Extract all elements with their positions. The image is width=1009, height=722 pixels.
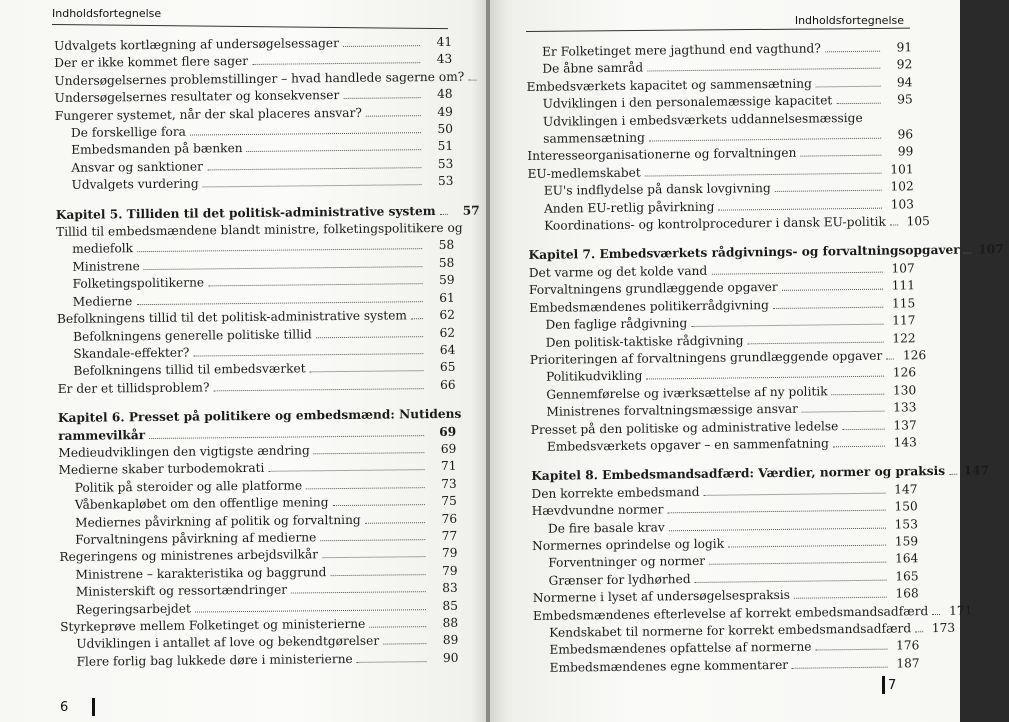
toc-entry-title: Udvalgets kortlægning af undersøgelsessager <box>54 36 339 53</box>
toc-leader-dots <box>886 358 894 359</box>
page-number-bar <box>92 698 95 716</box>
toc-entry-title: Normernes oprindelse og logik <box>532 536 725 553</box>
toc-entry-title: Fungerer systemet, når der skal placeres ansvar? <box>54 105 362 123</box>
toc-page-number: 91 <box>896 40 913 55</box>
toc-entry-title: EU's indflydelse på dansk lovgivning <box>543 181 771 199</box>
toc-leader-dots <box>195 609 426 612</box>
toc-page-number: 126 <box>902 348 927 363</box>
toc-page-number: 101 <box>890 162 914 177</box>
toc-leader-dots <box>800 155 881 157</box>
toc-entry-title: Embedsværkets kapacitet og sammensætning <box>526 76 812 94</box>
toc-entry-title: Udviklingen i den personalemæssige kapacitet <box>542 93 833 112</box>
toc-leader-dots <box>964 253 972 254</box>
toc-leader-dots <box>695 579 887 582</box>
toc-leader-dots <box>366 115 421 117</box>
toc-entry-title: Tillid til embedsmændene blandt ministre, folketingspolitikere og <box>55 220 463 240</box>
toc-leader-dots <box>137 249 422 253</box>
toc-leader-dots <box>306 487 425 489</box>
toc-page-number: 62 <box>439 307 455 323</box>
toc-entry-title: Medierne <box>72 293 133 309</box>
toc-page-number: 168 <box>895 586 919 601</box>
toc-page-number: 147 <box>894 482 918 497</box>
header-rule <box>52 24 448 29</box>
toc-entry-title: Presset på den politiske og administrative ledelse <box>530 418 839 437</box>
toc-list <box>526 39 1004 677</box>
toc-page-number: 64 <box>439 342 456 357</box>
toc-page-number: 90 <box>442 650 459 665</box>
toc-leader-dots <box>268 469 424 472</box>
toc-leader-dots <box>322 557 425 559</box>
toc-leader-dots <box>816 85 881 87</box>
toc-leader-dots <box>949 474 957 475</box>
toc-page-number: 76 <box>441 511 458 526</box>
toc-page-number: 66 <box>440 377 456 392</box>
toc-leader-dots <box>728 545 886 548</box>
toc-entry-title: Den politisk-taktiske rådgivning <box>545 332 744 350</box>
toc-page-number: 50 <box>437 121 454 137</box>
toc-leader-dots <box>314 452 425 454</box>
toc-page-number: 69 <box>440 441 457 456</box>
page-number-bar <box>882 676 885 694</box>
toc-page-number: 159 <box>894 534 919 549</box>
toc-entry-title: Kapitel 6. Presset på politikere og embedsmænd: Nutidens <box>57 406 462 426</box>
toc-entry-title: Grænser for lydhørhed <box>548 571 691 588</box>
toc-leader-dots <box>468 79 476 80</box>
toc-page-number: 77 <box>441 528 458 543</box>
toc-entry-title: Den korrekte embedsmand <box>531 484 700 501</box>
toc-page-number: 75 <box>441 493 457 509</box>
toc-leader-dots <box>144 266 423 270</box>
toc-page-number: 122 <box>892 330 916 346</box>
toc-page-number: 43 <box>436 52 453 67</box>
toc-entry-title: Ansvar og sanktioner <box>71 159 203 175</box>
toc-leader-dots <box>330 574 425 576</box>
toc-page-number: 53 <box>437 174 454 189</box>
toc-page-number: 117 <box>892 313 916 328</box>
toc-page-number: 102 <box>890 179 914 194</box>
toc-leader-dots <box>343 45 420 47</box>
toc-page-number: 62 <box>439 325 456 340</box>
toc-page-number: 187 <box>896 656 920 671</box>
toc-entry-title: Det varme og det kolde vand <box>528 263 708 280</box>
toc-entry-title: Våbenkapløbet om den offentlige mening <box>74 495 329 512</box>
toc-leader-dots <box>149 435 424 439</box>
toc-page-number: 150 <box>894 499 918 514</box>
toc-leader-dots <box>411 318 423 319</box>
toc-page-number: 73 <box>441 476 457 491</box>
toc-leader-dots <box>365 522 425 524</box>
toc-page-number: 41 <box>436 34 453 49</box>
running-head: Indholdsfortegnelse <box>52 7 162 20</box>
toc-leader-dots <box>646 376 884 380</box>
toc-page-number: 107 <box>891 261 915 276</box>
toc-leader-dots <box>748 341 884 344</box>
toc-page-number: 61 <box>439 290 455 305</box>
toc-leader-dots <box>794 597 887 599</box>
toc-entry-title: Normerne i lyset af undersøgelsespraksis <box>532 588 791 606</box>
toc-entry-title: Udviklingen i antallet af love og bekendtgørelser <box>76 634 380 652</box>
toc-leader-dots <box>310 370 424 372</box>
toc-entry <box>534 655 920 677</box>
toc-page-number: 58 <box>438 255 455 270</box>
running-head: Indholdsfortegnelse <box>794 14 904 27</box>
toc-entry-title: Mediernes påvirkning af politik og forvaltning <box>75 512 361 530</box>
toc-entry-title: Politikudvikling <box>545 368 643 385</box>
toc-page-number: 171 <box>948 603 973 618</box>
toc-entry-title: Udviklingen i embedsværkets uddannelsesmæssige <box>542 110 863 129</box>
toc-page-number: 79 <box>441 546 458 561</box>
toc-page-number: 133 <box>893 400 917 415</box>
toc-leader-dots <box>669 527 886 531</box>
toc-leader-dots <box>711 272 882 275</box>
toc-leader-dots <box>369 626 426 628</box>
toc-entry-title: Er der et tillidsproblem? <box>57 380 210 396</box>
toc-page-number: 53 <box>437 156 454 171</box>
toc-leader-dots <box>193 353 423 356</box>
toc-leader-dots <box>792 666 888 668</box>
toc-leader-dots <box>357 661 427 663</box>
toc-page-number: 165 <box>895 569 919 584</box>
toc-page-number: 89 <box>442 633 459 648</box>
toc-leader-dots <box>718 207 882 210</box>
toc-entry <box>528 213 930 235</box>
toc-entry-title: Kendskabet til normerne for korrekt embedsmandsadfærd <box>549 621 912 640</box>
toc-leader-dots <box>836 103 880 105</box>
toc-page-number: 143 <box>893 435 917 450</box>
toc-page-number: 94 <box>896 75 913 90</box>
toc-entry-title: mediefolk <box>72 241 134 257</box>
right-page <box>490 0 1004 722</box>
toc-leader-dots <box>136 301 422 305</box>
toc-entry-title: Befolkningens generelle politiske tillid <box>73 326 312 344</box>
toc-page-number: 59 <box>438 273 455 288</box>
toc-list <box>54 34 480 671</box>
toc-entry <box>531 434 917 456</box>
toc-entry-title: Medieudviklingen den vigtigste ændring <box>58 443 310 460</box>
toc-entry-title: Forventninger og normer <box>548 554 706 571</box>
toc-page-number: 58 <box>438 238 455 253</box>
toc-entry-title: Skandale-effekter? <box>73 345 190 361</box>
toc-leader-dots <box>343 97 420 99</box>
toc-entry-title: Ministrene – karakteristika og baggrund <box>75 564 327 582</box>
toc-page-number: 164 <box>894 551 919 566</box>
toc-page-number: 83 <box>442 580 458 596</box>
toc-leader-dots <box>645 173 882 177</box>
toc-entry-title: Regeringsarbejdet <box>75 601 191 617</box>
toc-entry-title: De fire basale krav <box>547 519 665 536</box>
toc-page-number: 51 <box>437 139 454 154</box>
toc-page-number: 130 <box>892 382 917 398</box>
toc-page-number: 88 <box>442 615 459 630</box>
toc-page-number: 137 <box>893 417 917 433</box>
toc-entry-title: Ministrene <box>72 258 140 274</box>
toc-leader-dots <box>440 214 448 215</box>
toc-entry-title: Embedsmændenes egne kommentarer <box>549 657 789 675</box>
toc-leader-dots <box>320 539 425 541</box>
left-page <box>0 0 486 722</box>
toc-entry <box>55 173 453 195</box>
toc-leader-dots <box>383 644 426 645</box>
toc-page-number: 107 <box>978 242 1004 257</box>
toc-entry-title: Befolkningens tillid til embedsværket <box>73 361 306 379</box>
toc-entry-title: Koordinations- og kontrolprocedurer i dansk EU-politik <box>544 214 886 233</box>
toc-page-number: 92 <box>896 57 913 72</box>
toc-leader-dots <box>842 428 884 430</box>
toc-page-number: 69 <box>439 424 457 439</box>
toc-entry-title: Kapitel 8. Embedsmandsadfærd: Værdier, normer og praksis <box>531 464 946 484</box>
toc-page-number: 99 <box>897 144 914 159</box>
toc-entry-title: Gennemførelse og iværksættelse af ny politik <box>546 384 828 402</box>
toc-entry-title: EU-medlemskabet <box>527 165 641 181</box>
toc-leader-dots <box>775 190 882 192</box>
toc-entry-title: Flere forlig bag lukkede døre i ministerierne <box>76 651 353 669</box>
toc-entry-title: Styrkeprøve mellem Folketinget og ministerierne <box>60 616 366 634</box>
toc-leader-dots <box>932 614 940 615</box>
toc-entry-title: Er Folketinget mere jagthund end vagthund? <box>542 41 821 59</box>
toc-entry-title: De åbne samråd <box>542 60 644 77</box>
toc-page-number: 49 <box>437 104 453 119</box>
toc-leader-dots <box>832 393 885 395</box>
toc-entry-title: Regeringens og ministrenes arbejdsvilkår <box>59 547 319 565</box>
toc-entry-title: Undersøgelsernes problemstillinger – hvad handlede sagerne om? <box>54 69 465 88</box>
toc-entry-title: Medierne skaber turbodemokrati <box>58 461 265 478</box>
toc-entry-title: Embedsmanden på bænken <box>71 141 243 158</box>
toc-leader-dots <box>709 562 886 565</box>
toc-leader-dots <box>203 184 422 187</box>
toc-entry-title: Politik på steroider og alle platforme <box>74 478 303 495</box>
toc-leader-dots <box>773 306 883 308</box>
toc-entry-title: Embedsmændenes politikerrådgivning <box>529 297 769 315</box>
toc-entry-title: Forvaltningens påvirkning af medierne <box>75 530 317 547</box>
toc-leader-dots <box>647 68 880 72</box>
toc-page-number: 126 <box>892 365 917 380</box>
toc-leader-dots <box>782 289 883 291</box>
toc-page-number: 85 <box>442 598 459 613</box>
toc-leader-dots <box>704 492 886 495</box>
toc-leader-dots <box>915 631 923 632</box>
page-number: 7 <box>888 678 897 693</box>
toc-entry-title: Kapitel 5. Tilliden til det politisk-administrative system <box>55 203 436 222</box>
toc-entry-title: Folketingspolitikerne <box>72 275 205 292</box>
toc-entry-title: Udvalgets vurdering <box>71 176 199 193</box>
toc-entry-title: Kapitel 7. Embedsværkets rådgivnings- og forvaltningsopgaver <box>528 243 960 263</box>
toc-leader-dots <box>190 132 421 135</box>
toc-page-number: 96 <box>897 127 914 142</box>
toc-entry-title: Forvaltningens grundlæggende opgaver <box>528 280 778 298</box>
toc-entry-title: De forskellige fora <box>70 124 186 140</box>
toc-entry-title: Undersøgelsernes resultater og konsekvenser <box>54 88 340 106</box>
toc-leader-dots <box>691 324 883 327</box>
toc-entry-title: sammensætning <box>543 130 645 146</box>
toc-entry-title: Ministrenes forvaltningsmæssige ansvar <box>546 401 799 419</box>
toc-entry-title: Der er ikke kommet flere sager <box>54 54 249 71</box>
toc-page-number: 173 <box>931 620 956 636</box>
toc-page-number: 48 <box>437 87 453 102</box>
toc-entry-title: Den faglige rådgivning <box>545 316 688 332</box>
toc-page-number: 115 <box>891 295 916 311</box>
toc-leader-dots <box>333 504 425 506</box>
toc-leader-dots <box>247 150 422 153</box>
toc-leader-dots <box>802 411 885 413</box>
toc-leader-dots <box>291 591 426 593</box>
toc-page-number: 95 <box>897 92 913 107</box>
toc-page-number: 147 <box>963 463 990 479</box>
toc-leader-dots <box>252 63 420 66</box>
toc-entry-title: Hævdvundne normer <box>531 502 664 519</box>
toc-entry-title: Interesseorganisationerne og forvaltningen <box>527 146 797 164</box>
toc-page-number: 176 <box>896 638 920 653</box>
toc-leader-dots <box>667 510 885 514</box>
toc-leader-dots <box>207 167 421 170</box>
toc-entry-title: Befolkningens tillid til det politisk-administrative system <box>56 308 408 327</box>
toc-page-number: 79 <box>442 563 458 578</box>
toc-entry-title: Embedsmændenes opfattelse af normerne <box>549 639 812 658</box>
toc-leader-dots <box>833 446 885 448</box>
toc-entry-title: Ministerskift og ressortændringer <box>75 582 288 599</box>
toc-leader-dots <box>825 51 880 53</box>
page-number: 6 <box>60 700 69 715</box>
toc-entry-title: rammevilkår <box>58 427 146 443</box>
toc-entry <box>60 650 458 672</box>
toc-page-number: 153 <box>894 516 918 532</box>
toc-page-number: 57 <box>462 203 480 218</box>
toc-entry-title: Embedsmændenes efterlevelse af korrekt embedsmandsadfærd <box>532 603 929 623</box>
toc-page-number: 105 <box>906 214 930 229</box>
toc-entry-title: Anden EU-retlig påvirkning <box>543 199 715 216</box>
toc-page-number: 65 <box>439 360 456 375</box>
toc-entry-title: Prioriteringen af forvaltningens grundlæggende opgaver <box>529 348 883 367</box>
toc-leader-dots <box>649 138 881 142</box>
toc-page-number: 103 <box>890 196 915 212</box>
toc-page-number: 111 <box>891 278 916 293</box>
toc-leader-dots <box>816 649 888 651</box>
toc-entry <box>58 377 456 399</box>
toc-entry-title: Embedsværkets opgaver – en sammenfatning <box>546 436 829 454</box>
toc-leader-dots <box>316 336 423 338</box>
toc-page-number: 71 <box>440 459 457 474</box>
toc-leader-dots <box>214 388 424 391</box>
toc-leader-dots <box>890 225 898 226</box>
header-rule <box>526 28 910 32</box>
toc-leader-dots <box>208 283 422 286</box>
